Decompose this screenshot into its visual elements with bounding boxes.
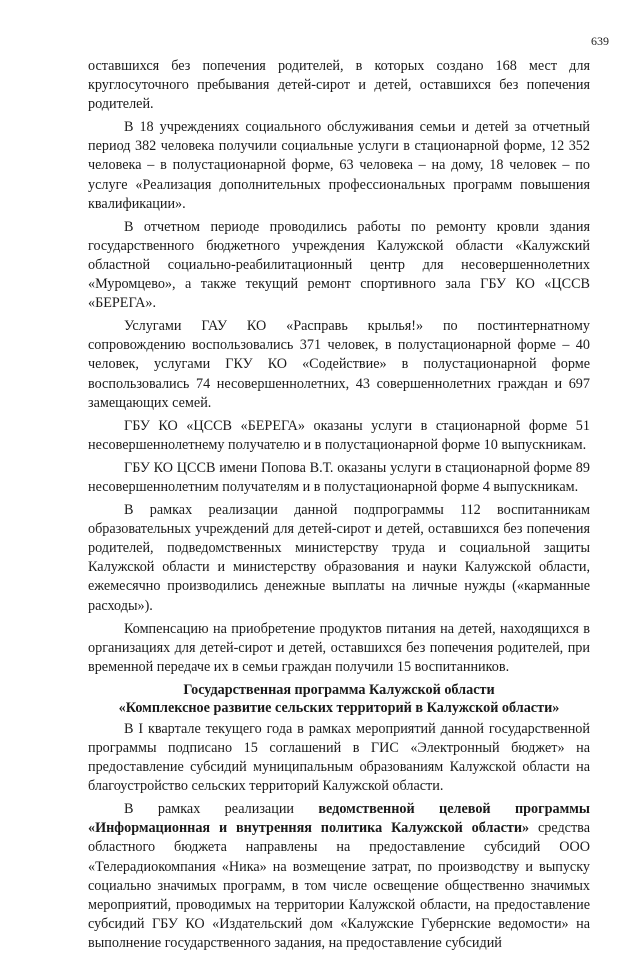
paragraph: ГБУ КО «ЦССВ «БЕРЕГА» оказаны услуги в стационарной форме 51 несовершеннолетнему получателю и в полустационарной форме 10 выпускникам. [88,417,590,453]
section-heading-line: «Комплексное развитие сельских территорий в Калужской области» [118,700,560,717]
paragraph: В I квартале текущего года в рамках мероприятий данной государственной программы подписано 15 соглашений в ГИС «Электронный бюджет» на предоставление субсидий муниципальным образованиям Калужской области на благоустройство сельских территорий Калужской области. [88,720,590,795]
section-heading [88,681,590,718]
paragraph: ГБУ КО ЦССВ имени Попова В.Т. оказаны услуги в стационарной форме 89 несовершеннолетним получателям и в полустационарной форме 4 выпускникам. [88,459,590,495]
page-number: 639 [591,34,609,48]
document-body [88,57,590,957]
bold-phrase: «Информационная и внутренняя политика Калужской области» [88,820,530,837]
paragraph: Компенсацию на приобретение продуктов питания на детей, находящихся в организациях для детей-сирот и детей, оставшихся без попечения родителей, при временной передаче их в семьи граждан получили 15 воспитанников. [88,620,590,675]
bold-phrase: ведомственной целевой программы [318,801,590,818]
paragraph: оставшихся без попечения родителей, в которых создано 168 мест для круглосуточного пребывания детей-сирот и детей, оставшихся без попечения родителей. [88,58,590,113]
paragraph: В 18 учреждениях социального обслуживания семьи и детей за отчетный период 382 человека получили социальные услуги в стационарной форме, 12 352 человека – в полустационарной форме, 63 человека – на дому, 18 человек – по услуге «Реализация дополнительных профессиональных программ повышения квалификации». [88,119,590,212]
paragraph-text: средства областного бюджета направлены на предоставление субсидий ООО «Телерадиокомпания «Ника» на возмещение затрат, по производству и выпуску социально значимых программ, в том числе освещение общественно значимых мероприятий, проводимых на территории Калужской области, на предоставление субсидий ГБУ КО «Издательский дом «Калужские Губернские ведомости» на выполнение государственного задания, на предоставление субсидий [88,820,590,951]
paragraph: В отчетном периоде проводились работы по ремонту кровли здания государственного бюджетного учреждения Калужской области «Калужский областной социально-реабилитационный центр для несовершеннолетних «Муромцево», а также текущий ремонт спортивного зала ГБУ КО «ЦССВ «БЕРЕГА». [88,218,590,312]
paragraph: Услугами ГАУ КО «Расправь крылья!» по постинтернатному сопровождению воспользовались 371 человек, в полустационарной форме – 40 человек, услугами ГКУ КО «Содействие» в полустационарной форме воспользовались 74 несовершеннолетних, 43 совершеннолетних граждан и 697 замещающих семей. [88,318,590,411]
paragraph [88,800,590,953]
paragraph-text: В рамках реализации [124,801,319,818]
section-heading-line: Государственная программа Калужской области [183,681,495,698]
paragraph: В рамках реализации данной подпрограммы 112 воспитанникам образовательных учреждений для детей-сирот и детей, оставшихся без попечения родителей, подведомственных министерству труда и социальной защиты Калужской области и министерству образования и науки Калужской области, ежемесячно производились денежные выплаты на личные нужды («карманные расходы»). [88,502,590,614]
